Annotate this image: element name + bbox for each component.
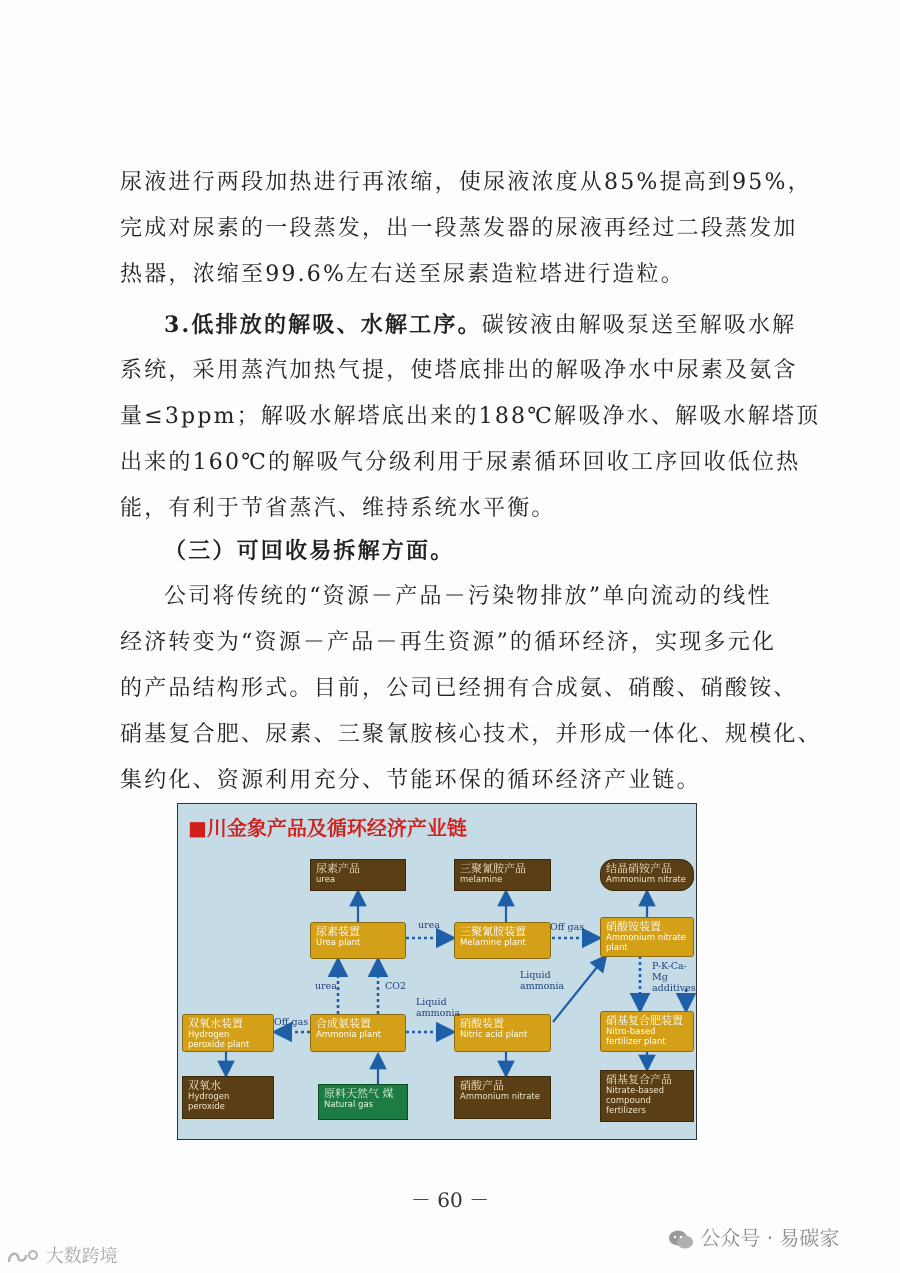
paragraph-circular-economy — [120, 574, 822, 804]
watermark-brand — [6, 1242, 118, 1268]
box-label-zh: 双氧水 — [188, 1079, 221, 1092]
industry-chain-diagram — [177, 803, 697, 1140]
text-line: 系统，采用蒸汽加热气提，使塔底排出的解吸净水中尿素及氨含 — [120, 358, 798, 383]
box-label-en: Urea plant — [316, 938, 361, 948]
box-label-zh: 尿素装置 — [316, 925, 360, 938]
text-line: 公司将传统的“资源－产品－污染物排放”单向流动的线性 — [164, 584, 772, 609]
label-co2: CO2 — [385, 981, 407, 992]
box-label-zh: 合成氨装置 — [316, 1017, 371, 1030]
page-number: － 60 － — [410, 1188, 490, 1212]
box-h2o2-plant — [182, 1014, 274, 1052]
paragraph-urea-evaporation — [120, 160, 812, 298]
section-heading — [120, 528, 788, 574]
box-label-zh: 硝酸铵装置 — [606, 920, 661, 933]
box-nitric-product — [454, 1076, 551, 1119]
box-label-zh: 原料天然气 煤 — [324, 1087, 394, 1100]
paragraph-desorption — [120, 302, 821, 532]
box-npk-plant — [600, 1011, 694, 1052]
label-urea-left: urea — [315, 981, 337, 992]
box-label-en: Hydrogen peroxide — [188, 1092, 230, 1112]
text-line: 完成对尿素的一段蒸发，出一段蒸发器的尿液再经过二段蒸发加 — [120, 216, 798, 241]
label-liquid-ammonia-mid: Liquid ammonia — [416, 997, 461, 1019]
box-urea-plant — [310, 922, 406, 959]
watermark-wechat — [668, 1222, 839, 1251]
text-line: 量≤3ppm；解吸水解塔底出来的188℃解吸净水、解吸水解塔顶 — [120, 404, 821, 429]
watermark-brand-text: 大数跨境 — [45, 1246, 118, 1267]
box-npk-product — [600, 1070, 694, 1122]
box-melamine-plant — [454, 922, 551, 959]
text-line: 热器，浓缩至99.6%左右送至尿素造粒塔进行造粒。 — [120, 262, 685, 287]
text-line — [120, 302, 797, 348]
box-label-zh: 硝酸装置 — [460, 1017, 504, 1030]
box-label-en: urea — [316, 875, 336, 885]
label-additives: P-K-Ca-Mg additives — [652, 961, 696, 994]
box-label-zh: 三聚氰胺装置 — [460, 925, 526, 938]
box-ammonia-plant — [310, 1014, 406, 1052]
box-label-zh: 结晶硝铵产品 — [606, 862, 672, 875]
box-label-en: Ammonium nitrate — [606, 875, 687, 885]
text-line: 经济转变为“资源－产品－再生资源”的循环经济，实现多元化 — [120, 630, 777, 655]
watermark-wechat-text: 公众号 · 易碳家 — [700, 1226, 840, 1250]
box-label-en: Hydrogen peroxide plant — [188, 1030, 250, 1050]
box-an-plant — [600, 917, 694, 957]
text-line: 能，有利于节省蒸汽、维持系统水平衡。 — [120, 496, 556, 521]
box-label-zh: 尿素产品 — [316, 862, 360, 875]
box-label-zh: 硝基复合产品 — [606, 1073, 672, 1086]
text-line: 出来的160℃的解吸气分级利用于尿素循环回收工序回收低位热 — [120, 450, 801, 475]
text-line: 硝基复合肥、尿素、三聚氰胺核心技术，并形成一体化、规模化、 — [120, 722, 822, 747]
box-an-crystal-product — [600, 859, 694, 891]
box-h2o2-product — [182, 1076, 274, 1119]
box-raw-material — [318, 1084, 408, 1120]
box-label-en: Melamine plant — [460, 938, 526, 948]
box-label-en: Ammonium nitrate — [460, 1092, 541, 1102]
box-label-en: Nitric acid plant — [460, 1030, 528, 1040]
box-label-en: Nitrate-based compound fertilizers — [606, 1086, 665, 1116]
box-melamine-product — [454, 859, 551, 891]
brand-logo-icon — [6, 1247, 40, 1267]
text-span: 碳铵液由解吸泵送至解吸水解 — [481, 313, 797, 338]
box-label-en: Ammonium nitrate plant — [606, 933, 687, 953]
figure-title: ■川金象产品及循环经济产业链 — [188, 816, 467, 840]
label-off-gas-left: Off gas — [274, 1017, 309, 1028]
label-liquid-ammonia-right: Liquid ammonia — [520, 970, 565, 992]
box-label-en: Nitro-based fertilizer plant — [606, 1027, 666, 1047]
text-line: 尿液进行两段加热进行再浓缩，使尿液浓度从85%提高到95%， — [120, 170, 812, 195]
text-line: 集约化、资源利用充分、节能环保的循环经济产业链。 — [120, 768, 701, 793]
box-label-en: melamine — [460, 875, 503, 885]
box-urea-product — [310, 859, 406, 891]
text-line: 的产品结构形式。目前，公司已经拥有合成氨、硝酸、硝酸铵、 — [120, 676, 798, 701]
box-nitric-plant — [454, 1014, 551, 1052]
box-label-zh: 双氧水装置 — [188, 1017, 243, 1030]
wechat-icon — [668, 1229, 694, 1251]
box-label-en: Ammonia plant — [316, 1030, 381, 1040]
box-label-en: Natural gas — [324, 1100, 374, 1110]
section-title: （三）可回收易拆解方面。 — [164, 538, 455, 564]
box-label-zh: 硝酸产品 — [460, 1079, 504, 1092]
label-urea-between: urea — [418, 920, 440, 931]
subheading-desorption: 3.低排放的解吸、水解工序。 — [164, 312, 482, 338]
box-label-zh: 三聚氰胺产品 — [460, 862, 526, 875]
label-off-gas-top: Off gas — [550, 922, 585, 933]
box-label-zh: 硝基复合肥装置 — [606, 1014, 683, 1027]
